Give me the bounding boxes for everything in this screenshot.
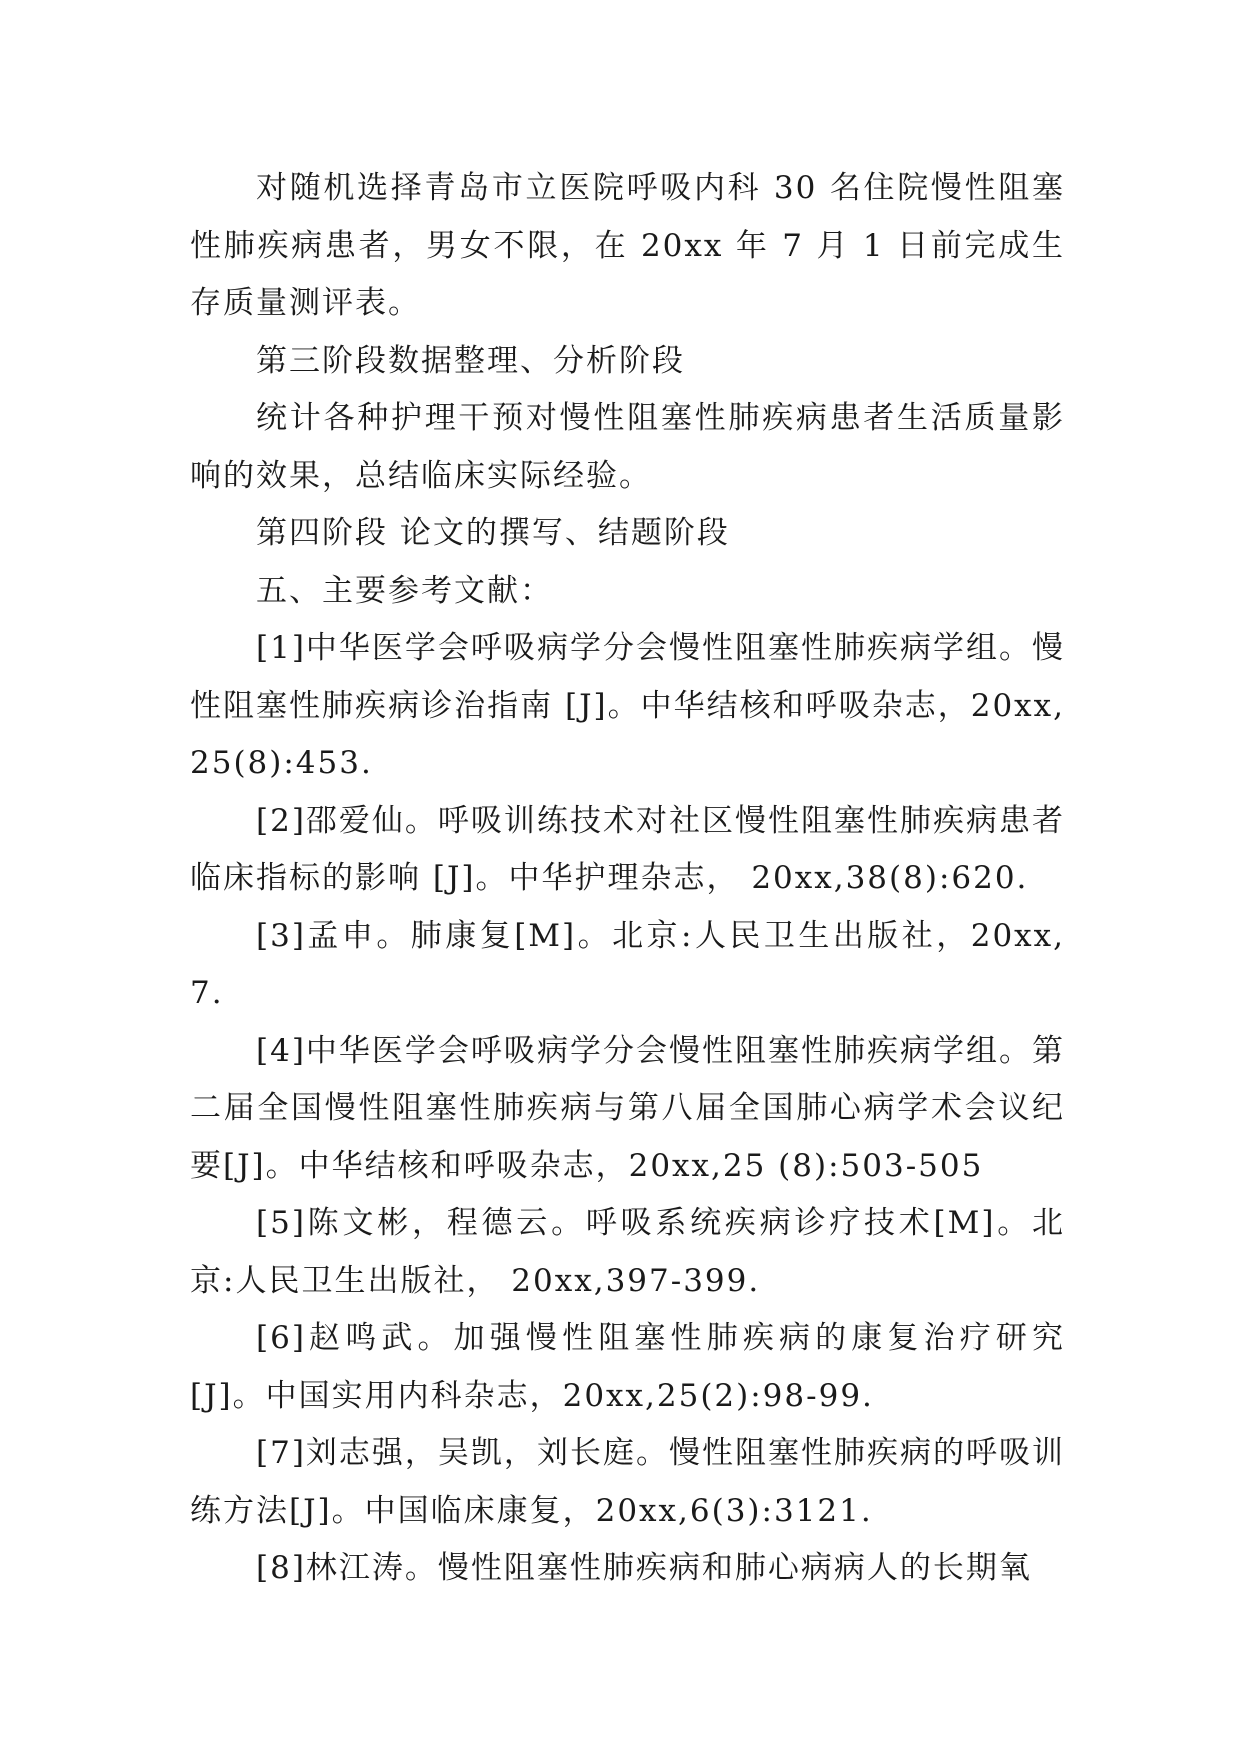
reference-6: [6]赵鸣武。加强慢性阻塞性肺疾病的康复治疗研究[J]。中国实用内科杂志，20xx,25(2):98-99.: [190, 1320, 1065, 1414]
reference-2: [2]邵爱仙。呼吸训练技术对社区慢性阻塞性肺疾病患者临床指标的影响 [J]。中华护理杂志， 20xx,38(8):620.: [190, 802, 1065, 896]
heading-references: 五、主要参考文献：: [256, 572, 553, 609]
document-body: [190, 160, 1065, 1598]
reference-7: [7]刘志强，吴凯，刘长庭。慢性阻塞性肺疾病的呼吸训练方法[J]。中国临床康复，20xx,6(3):3121.: [190, 1435, 1065, 1529]
heading-stage-four: 第四阶段 论文的撰写、结题阶段: [256, 515, 730, 551]
reference-4: [4]中华医学会呼吸病学分会慢性阻塞性肺疾病学组。第二届全国慢性阻塞性肺疾病与第八届全国肺心病学术会议纪要[J]。中华结核和呼吸杂志，20xx,25 (8):503-505: [190, 1032, 1065, 1184]
reference-3: [3]孟申。肺康复[M]。北京:人民卫生出版社，20xx,7.: [190, 917, 1065, 1011]
reference-1: [1]中华医学会呼吸病学分会慢性阻塞性肺疾病学组。慢性阻塞性肺疾病诊治指南 [J]。中华结核和呼吸杂志，20xx,25(8):453.: [190, 630, 1065, 781]
heading-stage-three: 第三阶段数据整理、分析阶段: [256, 342, 685, 379]
reference-5: [5]陈文彬，程德云。呼吸系统疾病诊疗技术[M]。北京:人民卫生出版社， 20xx,397-399.: [190, 1205, 1065, 1299]
paragraph-statistics: 统计各种护理干预对慢性阻塞性肺疾病患者生活质量影响的效果，总结临床实际经验。: [190, 400, 1065, 494]
reference-8: [8]林江涛。慢性阻塞性肺疾病和肺心病病人的长期氧: [256, 1550, 1032, 1586]
paragraph-survey: 对随机选择青岛市立医院呼吸内科 30 名住院慢性阻塞性肺疾病患者，男女不限，在 20xx 年 7 月 1 日前完成生存质量测评表。: [190, 170, 1065, 321]
